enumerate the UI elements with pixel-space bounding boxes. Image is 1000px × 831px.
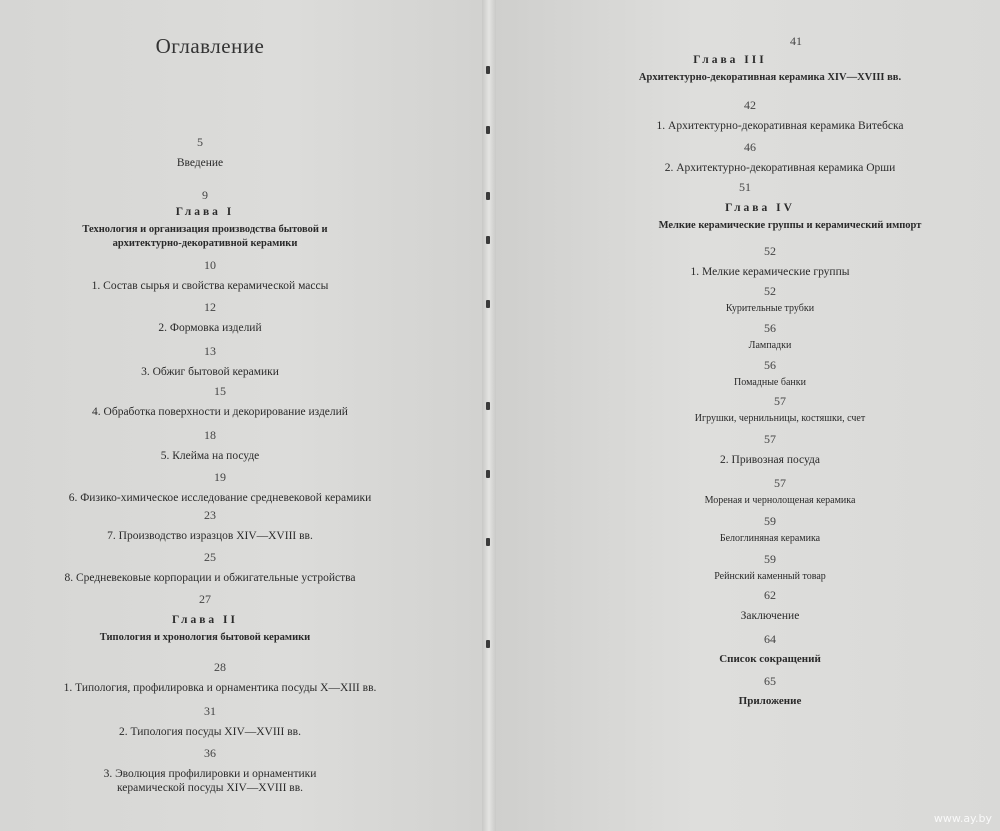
toc-entry-text: Приложение xyxy=(738,695,802,707)
toc-page-number: 9 xyxy=(202,188,208,202)
toc-entry-text: 3. Обжиг бытовой керамики xyxy=(141,366,279,378)
toc-page-number: 19 xyxy=(214,470,226,484)
chapter-label: Глава III xyxy=(693,54,767,66)
toc-page-number: 59 xyxy=(764,552,776,566)
toc-page-number: 27 xyxy=(199,592,211,606)
toc-page-number: 13 xyxy=(204,344,216,358)
watermark: www.ay.by xyxy=(933,812,992,825)
toc-page-number: 56 xyxy=(764,358,776,372)
toc-entry-text: 8. Средневековые корпорации и обжигательные устройства xyxy=(64,572,356,584)
toc-entry xyxy=(620,98,940,133)
toc-page-number: 57 xyxy=(764,432,776,446)
toc-entry-text: 3. Эволюция профилировки и орнаментики керамической посуды XIV—XVIII вв. xyxy=(103,768,317,795)
toc-page-number: 51 xyxy=(739,180,751,194)
toc-entry xyxy=(690,632,850,667)
toc-entry-text: 4. Обработка поверхности и декорирование изделий xyxy=(92,406,348,418)
toc-entry-text: 2. Формовка изделий xyxy=(158,322,262,334)
toc-entry xyxy=(660,394,900,426)
toc-page-number: 57 xyxy=(774,476,786,490)
chapter-title: Архитектурно-декоративная керамика XIV—XVIII вв. xyxy=(638,72,902,84)
toc-entry xyxy=(620,140,940,175)
toc-entry xyxy=(690,514,850,546)
toc-page-number: 23 xyxy=(204,508,216,522)
toc-entry xyxy=(700,358,840,390)
toc-entry-text: Игрушки, чернильницы, костяшки, счет xyxy=(694,413,866,424)
toc-entry xyxy=(60,300,360,335)
toc-entry xyxy=(30,660,410,695)
toc-chapter xyxy=(600,34,940,85)
chapter-title: Мелкие керамические группы и керамический импорт xyxy=(658,220,922,232)
toc-page-number: 46 xyxy=(744,140,756,154)
toc-entry xyxy=(690,552,850,584)
toc-entry xyxy=(60,428,360,463)
stitch-mark xyxy=(486,300,490,308)
toc-entry xyxy=(690,284,850,316)
toc-entry xyxy=(700,588,840,623)
chapter-label: Глава I xyxy=(175,206,235,218)
toc-entry-text: 1. Мелкие керамические группы xyxy=(690,266,850,278)
toc-page-number: 5 xyxy=(197,135,203,149)
toc-entry-text: 6. Физико-химическое исследование средневековой керамики xyxy=(68,492,372,504)
toc-entry-text: Заключение xyxy=(740,610,800,622)
toc-entry xyxy=(690,432,850,467)
toc-page-number: 59 xyxy=(764,514,776,528)
toc-entry xyxy=(60,344,360,379)
toc-entry-text: 1. Состав сырья и свойства керамической массы xyxy=(91,280,329,292)
toc-page-number: 56 xyxy=(764,321,776,335)
stitch-mark xyxy=(486,126,490,134)
toc-page-number: 57 xyxy=(774,394,786,408)
toc-entry-text: 7. Производство изразцов XIV—XVIII вв. xyxy=(107,530,313,542)
stitch-mark xyxy=(486,640,490,648)
toc-entry xyxy=(680,476,880,508)
toc-entry xyxy=(60,704,360,739)
toc-entry-text: 2. Привозная посуда xyxy=(720,454,820,466)
toc-entry xyxy=(80,746,340,796)
toc-page-number: 41 xyxy=(790,34,802,48)
toc-entry-text: Список сокращений xyxy=(719,653,821,665)
chapter-label: Глава II xyxy=(171,614,238,626)
toc-entry-text: 1. Архитектурно-декоративная керамика Витебска xyxy=(656,120,904,132)
toc-chapter xyxy=(620,180,960,233)
stitch-mark xyxy=(486,538,490,546)
toc-entry xyxy=(50,508,370,543)
toc-page-number: 42 xyxy=(744,98,756,112)
toc-entry xyxy=(700,674,840,709)
toc-page-number: 15 xyxy=(214,384,226,398)
toc-entry-text: Помадные банки xyxy=(734,377,806,388)
toc-entry xyxy=(40,550,380,585)
stitch-mark xyxy=(486,402,490,410)
toc-entry-text: Рейнский каменный товар xyxy=(714,571,826,582)
toc-entry-text: 2. Типология посуды XIV—XVIII вв. xyxy=(119,726,301,738)
toc-entry-text: 2. Архитектурно-декоративная керамика Орши xyxy=(664,162,896,174)
toc-page-number: 52 xyxy=(764,284,776,298)
toc-entry xyxy=(30,384,410,419)
toc-page-number: 65 xyxy=(764,674,776,688)
toc-entry xyxy=(40,258,380,293)
toc-page-number: 18 xyxy=(204,428,216,442)
toc-entry-text: Мореная и чернолощеная керамика xyxy=(704,495,856,506)
toc-page-number: 31 xyxy=(204,704,216,718)
toc-page-number: 25 xyxy=(204,550,216,564)
toc-entry-text: 1. Типология, профилировка и орнаментика посуды X—XIII вв. xyxy=(63,682,377,694)
toc-page-number: 28 xyxy=(214,660,226,674)
toc-entry xyxy=(80,135,320,170)
toc-page-number: 62 xyxy=(764,588,776,602)
toc-page-number: 52 xyxy=(764,244,776,258)
book-gutter xyxy=(482,0,496,831)
toc-entry xyxy=(660,244,880,279)
toc-entry-text: Курительные трубки xyxy=(725,303,815,314)
toc-entry-text: Белоглиняная керамика xyxy=(719,533,821,544)
toc-page-number: 36 xyxy=(204,746,216,760)
stitch-mark xyxy=(486,192,490,200)
toc-entry xyxy=(700,321,840,353)
toc-entry xyxy=(30,470,410,505)
stitch-mark xyxy=(486,236,490,244)
toc-chapter xyxy=(60,592,350,645)
toc-entry-text: Лампадки xyxy=(748,340,792,351)
toc-page-number: 10 xyxy=(204,258,216,272)
toc-entry-text: Введение xyxy=(176,157,224,169)
toc-chapter xyxy=(60,188,350,250)
page-title: Оглавление xyxy=(155,34,265,58)
chapter-title: Технология и организация производства бытовой и архитектурно-декоративной керамики xyxy=(82,224,328,249)
toc-page-number: 64 xyxy=(764,632,776,646)
chapter-label: Глава IV xyxy=(725,202,795,214)
toc-entry-text: 5. Клейма на посуде xyxy=(160,450,260,462)
chapter-title: Типология и хронология бытовой керамики xyxy=(99,632,311,644)
toc-page-number: 12 xyxy=(204,300,216,314)
stitch-mark xyxy=(486,470,490,478)
stitch-mark xyxy=(486,66,490,74)
